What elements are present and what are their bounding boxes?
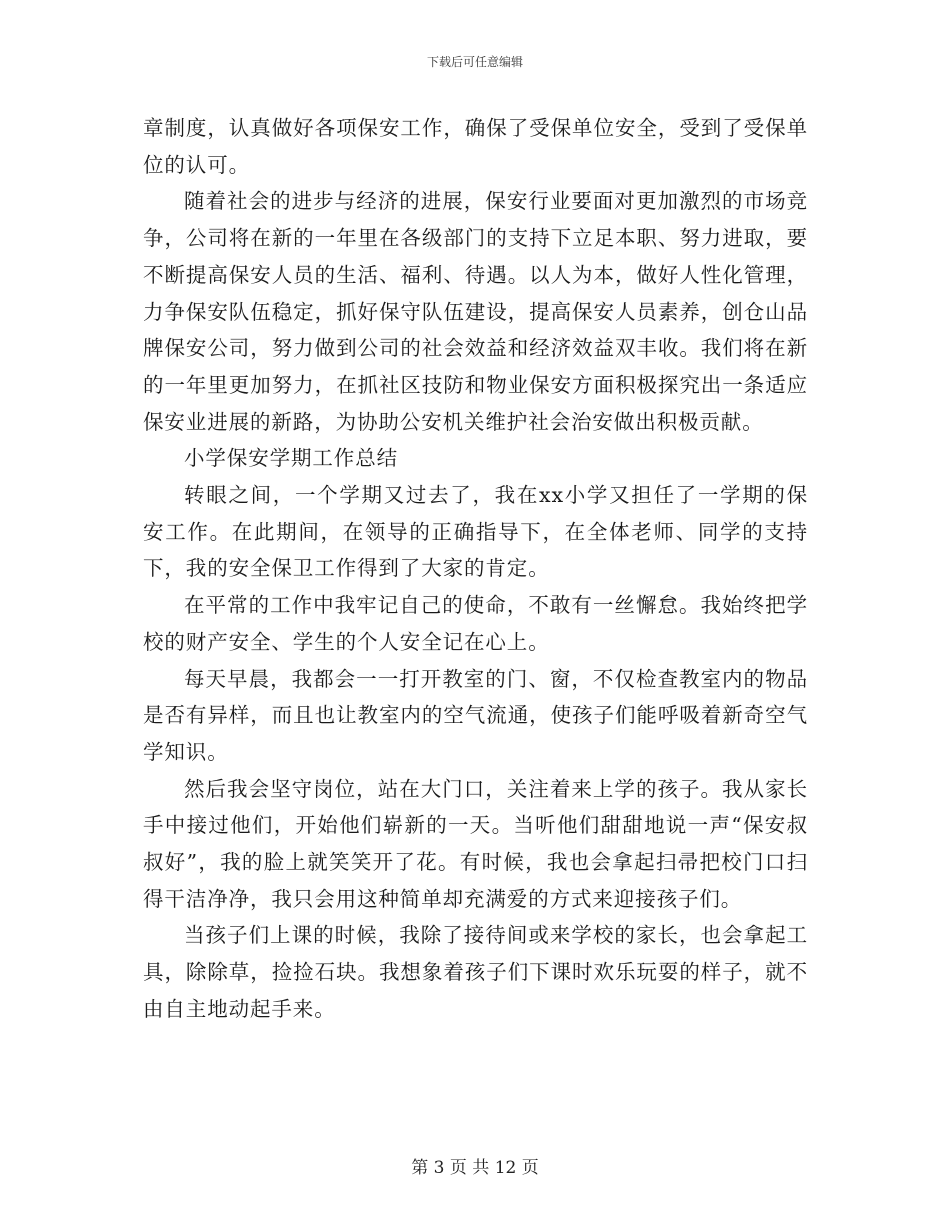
paragraph: 当孩子们上课的时候，我除了接待间或来学校的家长，也会拿起工具，除除草，捡捡石块。我想象着孩子们下课时欢乐玩耍的样子，就不由自主地动起手来。 — [143, 923, 808, 1021]
paragraph: 每天早晨，我都会一一打开教室的门、窗，不仅检查教室内的物品是否有异样，而且也让教室内的空气流通，使孩子们能呼吸着新奇空气学知识。 — [143, 666, 808, 764]
page-header-note: 下载后可任意编辑 — [426, 55, 523, 69]
section-title: 小学保安学期工作总结 — [184, 446, 398, 471]
page-number-footer: 第 3 页 共 12 页 — [411, 1158, 539, 1178]
paragraph: 转眼之间，一个学期又过去了，我在xx小学又担任了一学期的保安工作。在此期间，在领导的正确指导下，在全体老师、同学的支持下，我的安全保卫工作得到了大家的肯定。 — [143, 483, 808, 581]
paragraph: 在平常的工作中我牢记自己的使命，不敢有一丝懈怠。我始终把学校的财产安全、学生的个人安全记在心上。 — [143, 593, 808, 654]
paragraph: 章制度，认真做好各项保安工作，确保了受保单位安全，受到了受保单位的认可。 — [143, 116, 808, 177]
paragraph: 随着社会的进步与经济的进展，保安行业要面对更加激烈的市场竞争，公司将在新的一年里在各级部门的支持下立足本职、努力进取，要不断提高保安人员的生活、福利、待遇。以人为本，做好人性化管理，力争保安队伍稳定，抓好保守队伍建设，提高保安人员素养，创仓山品牌保安公司，努力做到公司的社会效益和经济效益双丰收。我们将在新的一年里更加努力，在抓社区技防和物业保安方面积极探究出一条适应保安业进展的新路，为协助公安机关维护社会治安做出积极贡献。 — [143, 189, 808, 434]
paragraph: 然后我会坚守岗位，站在大门口，关注着来上学的孩子。我从家长手中接过他们，开始他们崭新的一天。当听他们甜甜地说一声“保安叔叔好”，我的脸上就笑笑开了花。有时候，我也会拿起扫帚把校门口扫得干洁净净，我只会用这种简单却充满爱的方式来迎接孩子们。 — [143, 776, 808, 911]
document-body — [143, 110, 808, 1028]
